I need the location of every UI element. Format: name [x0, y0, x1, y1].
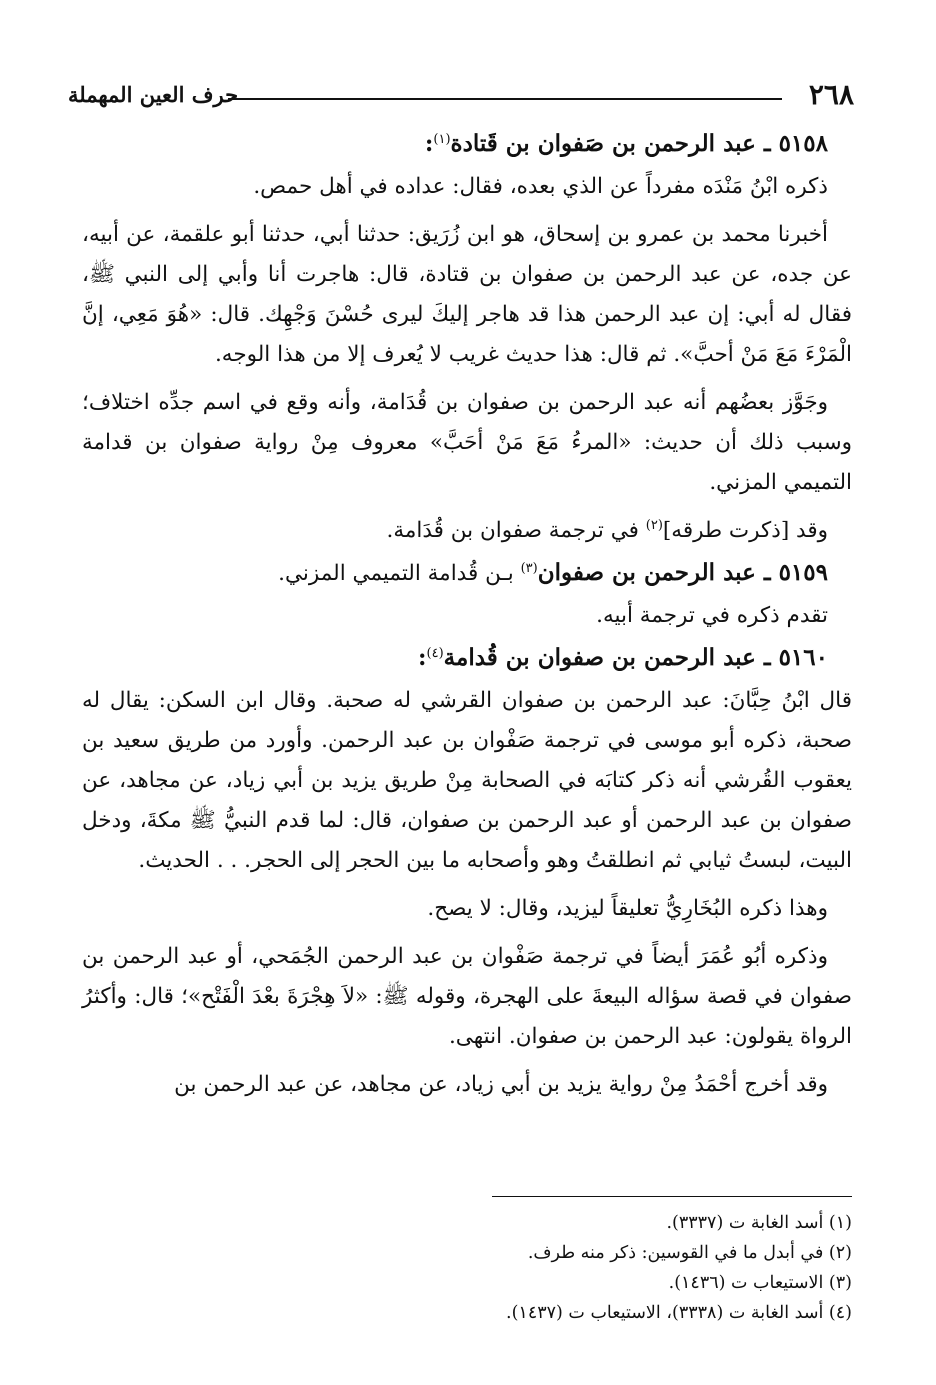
paragraph-3: وجَوَّز بعضُهم أنه عبد الرحمن بن صفوان بن قُدَامة، وأنه وقع في اسم جدِّه اختلاف؛ وسبب ذلك أن حديث: «المرءُ مَعَ مَنْ أحَبَّ» معروف مِنْ رواية صفوان بن قدامة التميمي المزني. [82, 390, 852, 495]
footnote-ref-3: (٣) [520, 560, 538, 576]
header-rule [228, 98, 782, 100]
footnote-ref-2: (٢) [645, 517, 663, 533]
footnote-2: (٢) في أبدل ما في القوسين: ذكر منه طرف. [527, 1243, 852, 1263]
paragraph-6: قال ابْنُ حِبَّانَ: عبد الرحمن بن صفوان القرشي له صحبة. وقال ابن السكن: يقال له صحبة، ذكره أبو موسى في ترجمة صَفْوان بن عبد الرحمن. وأورد من طريق سعيد بن يعقوب القُرشي أنه ذكر كتابَه في الصحابة مِنْ طريق يزيد بن أبي زياد، عن مجاهد، عن صفوان بن عبد الرحمن أو عبد الرحمن بن صفوان، قال: لما قدم النبيُّ ﷺ مكةَ، ودخل البيت، لبستُ ثيابي ثم انطلقتُ وهو وأصحابه ما بين الحجر إلى الحجر. . . الحديث. [82, 688, 852, 873]
running-title: حرف العين المهملة [68, 82, 239, 107]
footnote-4: (٤) أسد الغابة ت (٣٣٣٨)، الاستيعاب ت (١٤٣٧). [506, 1303, 852, 1323]
footnote-rule [492, 1196, 852, 1197]
paragraph-1: ذكره ابْنُ مَنْدَه مفرداً عن الذي بعده، فقال: عداده في أهل حمص. [253, 174, 828, 199]
page-header [68, 78, 854, 112]
entry-5158-heading [82, 124, 852, 165]
entry-5160-heading [82, 638, 852, 679]
entry-5158-colon: : [424, 130, 434, 157]
page-number: ٢٦٨ [808, 78, 854, 111]
entry-5158-title: ٥١٥٨ ـ عبد الرحمن بن صَفوان بن قَتادة [450, 130, 828, 157]
paragraph-8: وذكره أبُو عُمَرَ أيضاً في ترجمة صَفْوان بن عبد الرحمن الجُمَحي، أو عبد الرحمن بن صفوان في قصة سؤاله البيعةَ على الهجرة، وقوله ﷺ: «لاَ هِجْرَةَ بعْدَ الْفَتْح»؛ قال: وأكثرُ الرواة يقولون: عبد الرحمن بن صفوان. انتهى. [82, 944, 852, 1049]
entry-5159-tail: بـن قُدامة التميمي المزني. [278, 561, 521, 586]
paragraph-7: وهذا ذكره البُخَارِيُّ تعليقاً ليزيد، وقال: لا يصح. [427, 896, 828, 921]
body-text [82, 124, 852, 1113]
footnote-3: (٣) الاستيعاب ت (١٤٣٦). [668, 1273, 852, 1293]
paragraph-5: تقدم ذكره في ترجمة أبيه. [596, 603, 828, 628]
paragraph-4 [82, 511, 852, 551]
entry-5159-title: ٥١٥٩ ـ عبد الرحمن بن صفوان [537, 559, 828, 586]
entry-5160-title: ٥١٦٠ ـ عبد الرحمن بن صفوان بن قُدامة [443, 644, 828, 671]
paragraph-9: وقد أخرج أحْمَدُ مِنْ رواية يزيد بن أبي زياد، عن مجاهد، عن عبد الرحمن بن [174, 1072, 828, 1097]
paragraph-4-before: وقد [ذكرت طرقه] [662, 518, 828, 543]
footnote-ref-4: (٤) [426, 645, 444, 661]
paragraph-2: أخبرنا محمد بن عمرو بن إسحاق، هو ابن زُرَيق: حدثنا أبي، حدثنا أبو علقمة، عن أبيه، عن جده، عن عبد الرحمن بن صفوان بن قتادة، قال: هاجرت أنا وأبي إلى النبي ﷺ، فقال له أبي: إن عبد الرحمن هذا قد هاجر إليكَ ليرى حُسْنَ وَجْهِك. قال: «هُوَ مَعِي، إنَّ الْمَرْءَ مَعَ مَنْ أحبَّ». ثم قال: هذا حديث غريب لا يُعرف إلا من هذا الوجه. [82, 222, 852, 367]
footnotes [82, 1208, 852, 1328]
paragraph-4-after: في ترجمة صفوان بن قُدَامة. [386, 518, 646, 543]
footnote-ref-1: (١) [433, 131, 451, 147]
entry-5159-heading [82, 553, 852, 594]
footnote-1: (١) أسد الغابة ت (٣٣٣٧). [666, 1213, 852, 1233]
entry-5160-colon: : [418, 644, 427, 671]
